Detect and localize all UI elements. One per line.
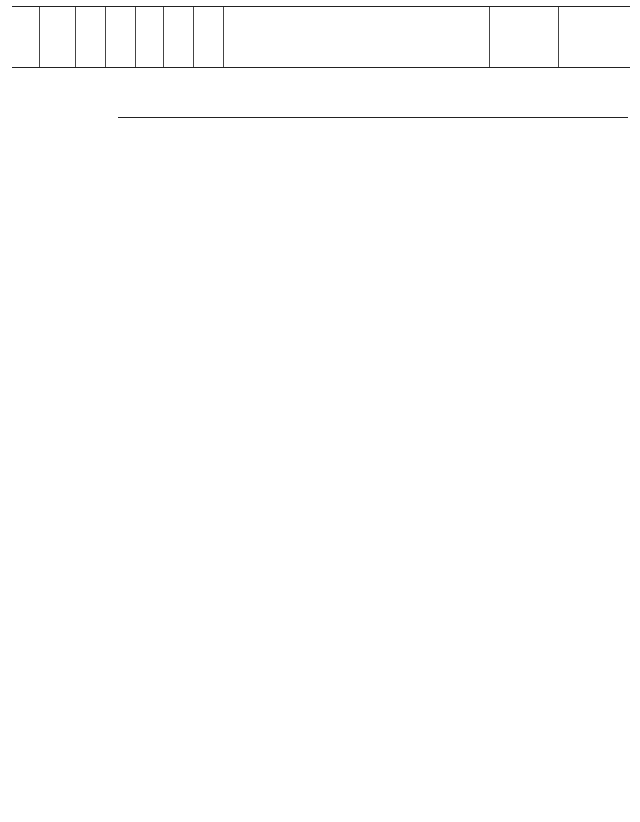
header-alcimszam bbox=[40, 7, 76, 67]
summary-rule bbox=[118, 117, 628, 118]
header-cimnev bbox=[136, 7, 164, 67]
header-kiemelt-eloiranyzatszam bbox=[106, 7, 136, 67]
header-cimszam bbox=[12, 7, 40, 67]
header-rendkivuli bbox=[559, 7, 630, 67]
header-eloiranyzat-csoportszam bbox=[76, 7, 106, 67]
table-header bbox=[12, 6, 630, 68]
header-kiadasok bbox=[224, 7, 490, 67]
header-alcimnev bbox=[164, 7, 194, 67]
header-rendes bbox=[489, 7, 559, 67]
header-eloiranyzat-csoportnev bbox=[194, 7, 224, 67]
